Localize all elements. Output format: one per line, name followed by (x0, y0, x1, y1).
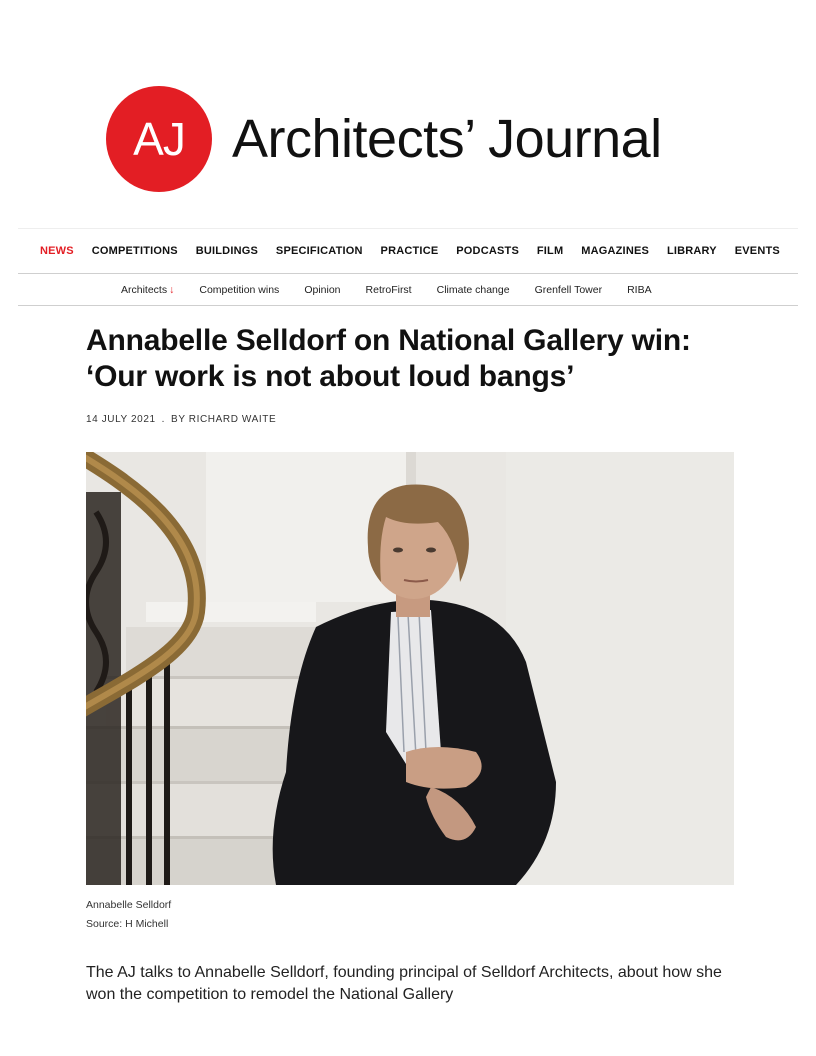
article-meta (86, 414, 276, 425)
main-navigation (18, 228, 798, 274)
article-hero-photo (86, 452, 734, 885)
subnav-architects-label: Architects (121, 283, 168, 296)
photo-caption-block (86, 896, 171, 934)
nav-events[interactable]: EVENTS (734, 245, 780, 257)
article-author[interactable]: BY RICHARD WAITE (171, 414, 277, 425)
subnav-grenfell-tower[interactable]: Grenfell Tower (534, 283, 603, 296)
article-standfirst: The AJ talks to Annabelle Selldorf, founding principal of Selldorf Architects, about how she won the competition to remodel the National Gallery (86, 964, 722, 1003)
red-down-arrow-icon: ↓ (169, 283, 175, 296)
subnav-riba[interactable]: RIBA (627, 283, 652, 296)
nav-magazines[interactable]: MAGAZINES (581, 245, 650, 257)
aj-logo-mark: AJ (106, 86, 212, 192)
nav-news[interactable]: NEWS (40, 245, 74, 257)
article-date: 14 JULY 2021 (86, 414, 156, 425)
nav-practice[interactable]: PRACTICE (380, 245, 439, 257)
sub-navigation (18, 274, 798, 306)
portrait-illustration (86, 452, 734, 885)
nav-podcasts[interactable]: PODCASTS (456, 245, 519, 257)
subnav-opinion[interactable]: Opinion (304, 283, 341, 296)
nav-film[interactable]: FILM (536, 245, 564, 257)
photo-caption: Annabelle Selldorf (86, 899, 172, 911)
meta-separator: . (161, 414, 166, 425)
article-headline: Annabelle Selldorf on National Gallery win: ‘Our work is not about loud bangs’ (86, 324, 691, 393)
site-logo[interactable] (106, 86, 662, 192)
site-name: Architects’ Journal (232, 109, 662, 169)
nav-library[interactable]: LIBRARY (666, 245, 717, 257)
nav-competitions[interactable]: COMPETITIONS (91, 245, 178, 257)
subnav-architects-dropdown[interactable] (121, 284, 174, 296)
photo-source: Source: H Michell (86, 918, 169, 930)
subnav-retrofirst[interactable]: RetroFirst (365, 283, 412, 296)
subnav-climate-change[interactable]: Climate change (436, 283, 510, 296)
nav-specification[interactable]: SPECIFICATION (275, 245, 363, 257)
nav-buildings[interactable]: BUILDINGS (195, 245, 259, 257)
subnav-competition-wins[interactable]: Competition wins (199, 283, 280, 296)
